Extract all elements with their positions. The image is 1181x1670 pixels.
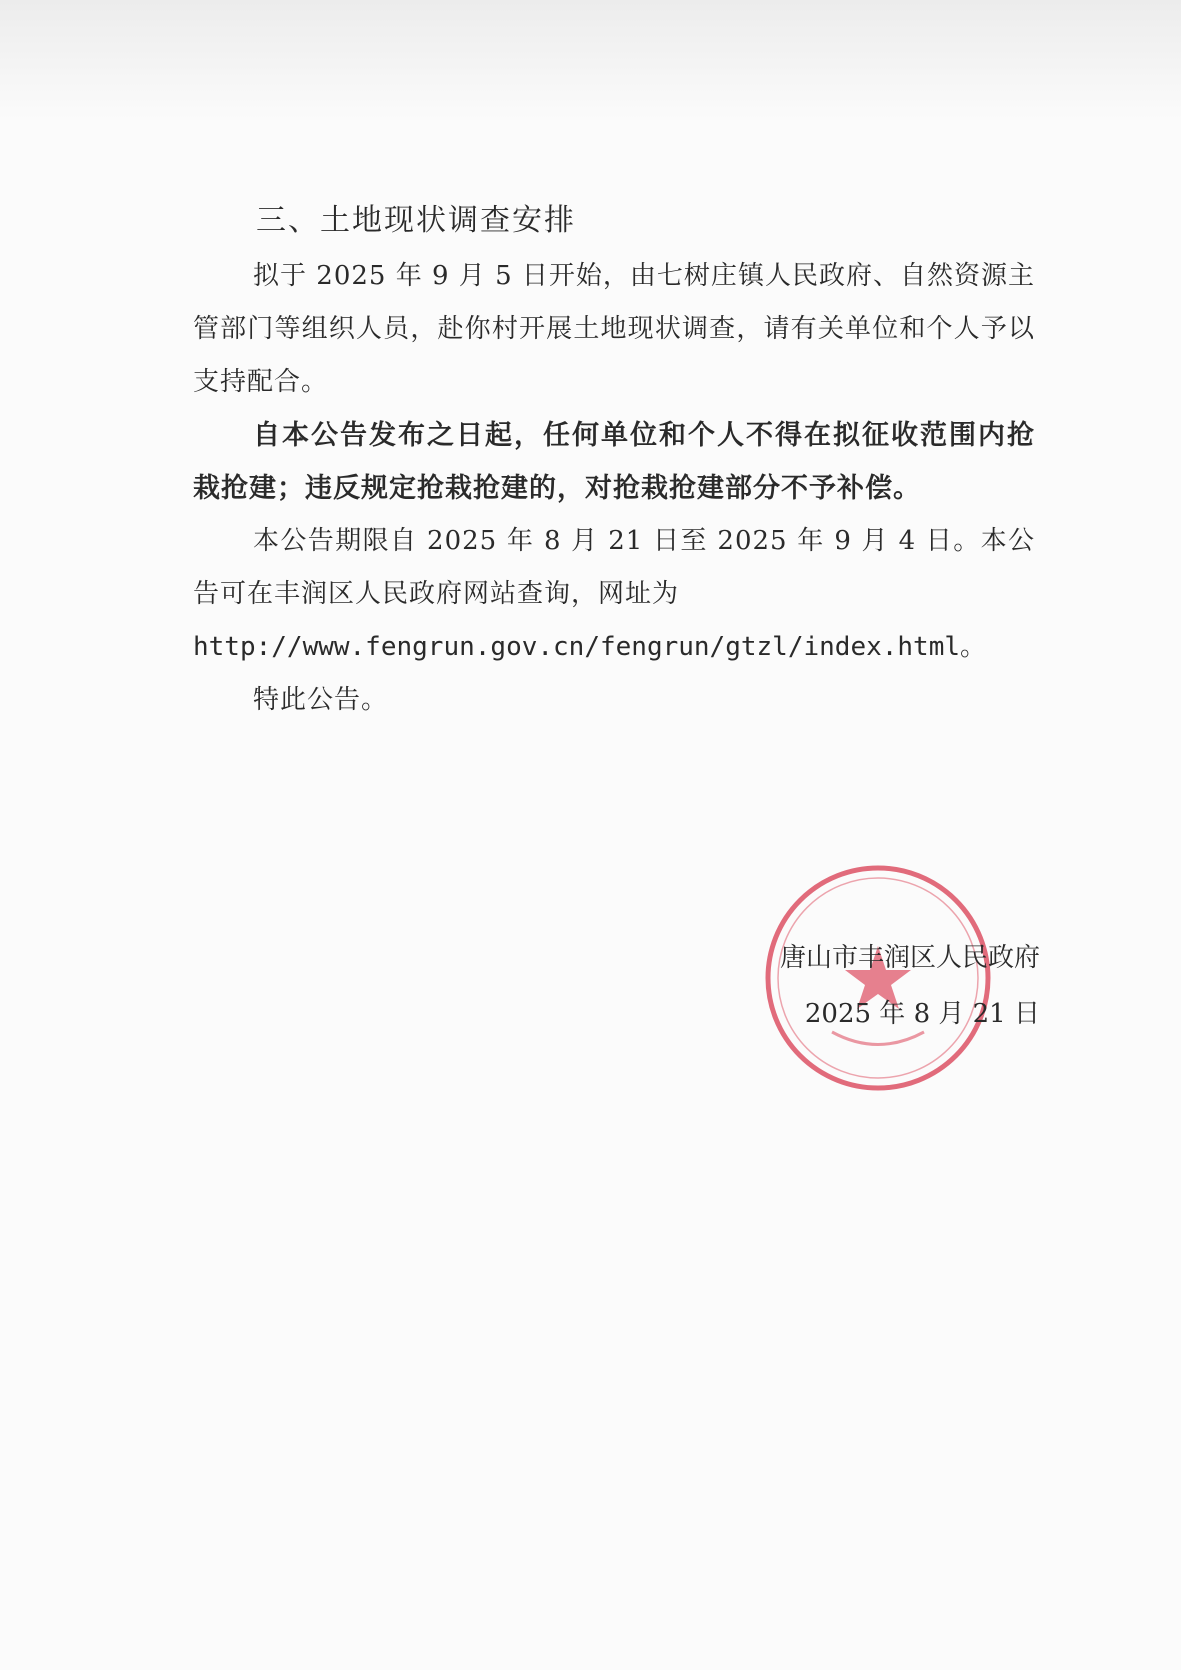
survey-paragraph: 拟于 2025 年 9 月 5 日开始，由七树庄镇人民政府、自然资源主管部门等组织人员，赴你村开展土地现状调查，请有关单位和个人予以支持配合。: [193, 261, 1035, 397]
website-url: http://www.fengrun.gov.cn/fengrun/gtzl/index.html。: [193, 632, 987, 662]
issuer-name: 唐山市丰润区人民政府: [779, 943, 1040, 973]
section-heading: 三、土地现状调查安排: [256, 203, 576, 238]
signature-block: [720, 930, 1040, 1042]
prohibition-paragraph: 自本公告发布之日起，任何单位和个人不得在拟征收范围内抢栽抢建；违反规定抢栽抢建的，对抢栽抢建部分不予补偿。: [193, 420, 1035, 504]
issue-date: 2025 年 8 月 21 日: [804, 999, 1040, 1029]
closing-line: 特此公告。: [253, 685, 389, 715]
scan-shadow: [0, 0, 1181, 120]
period-paragraph: 本公告期限自 2025 年 8 月 21 日至 2025 年 9 月 4 日。本公告可在丰润区人民政府网站查询，网址为: [193, 526, 1035, 609]
document-body: [193, 196, 1035, 727]
